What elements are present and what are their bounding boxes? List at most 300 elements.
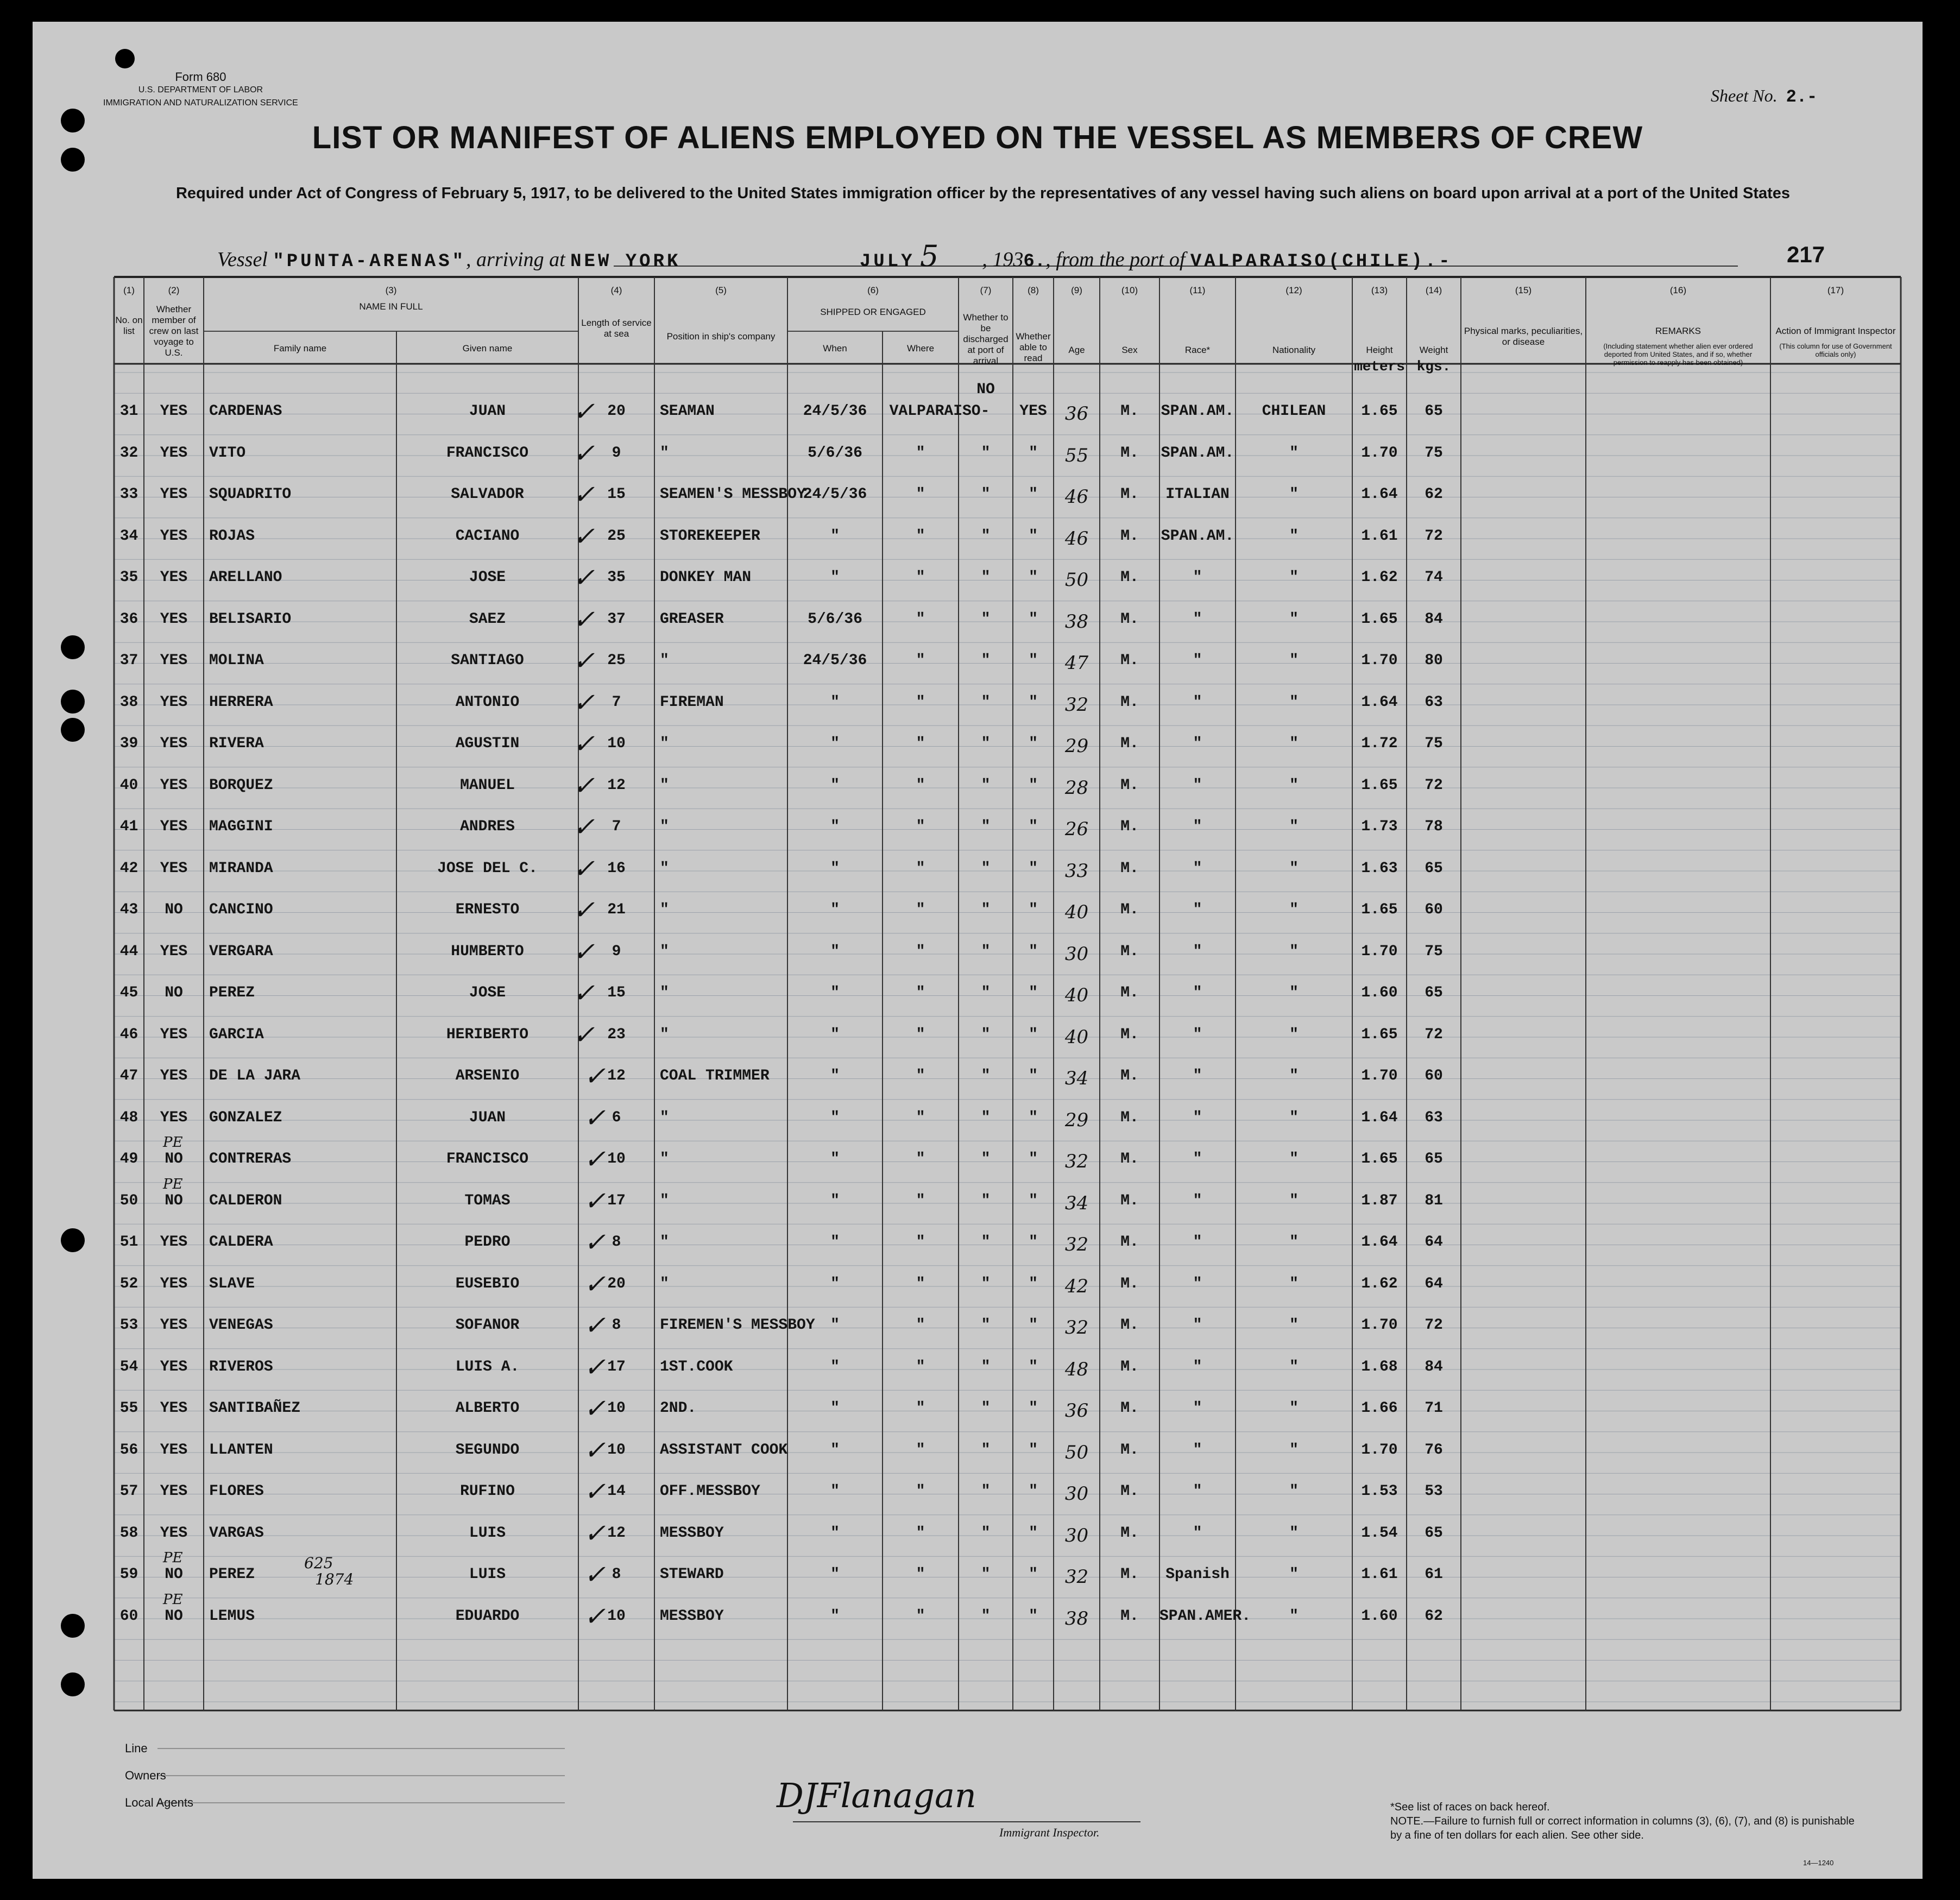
sheet-number-value: 2.- xyxy=(1786,87,1818,107)
cell-crew: YES xyxy=(160,403,188,420)
cell-where: " xyxy=(916,1400,925,1417)
cell-discharge: " xyxy=(981,1068,991,1084)
port-label: , from the port of xyxy=(1045,248,1186,271)
cell-family: GONZALEZ xyxy=(209,1109,282,1126)
page-title: LIST OR MANIFEST OF ALIENS EMPLOYED ON THE VESSEL AS MEMBERS OF CREW xyxy=(312,120,1643,155)
cell-given: SEGUNDO xyxy=(455,1441,520,1459)
cell-nationality: CHILEAN xyxy=(1262,403,1326,420)
cell-when: " xyxy=(830,860,840,877)
cell-no: 51 xyxy=(119,1234,138,1251)
cell-service: 9 xyxy=(612,444,621,462)
unit-label: meters xyxy=(1354,358,1405,375)
check-mark: ✓ xyxy=(584,1061,606,1091)
cell-weight: 72 xyxy=(1425,1026,1443,1043)
column-header-given-name: Given name xyxy=(462,343,513,354)
cell-crew: NO xyxy=(165,1566,183,1583)
cell-when: " xyxy=(830,818,840,835)
cell-height: 1.62 xyxy=(1361,569,1398,586)
check-mark: ✓ xyxy=(584,1352,606,1383)
cell-position: STEWARD xyxy=(660,1566,724,1583)
sheet-number-label: Sheet No. xyxy=(1711,86,1778,105)
cell-read: " xyxy=(1029,901,1038,918)
cell-position: " xyxy=(660,818,669,835)
cell-service: 16 xyxy=(607,860,626,877)
check-mark: ✓ xyxy=(573,479,595,510)
cell-family: GARCIA xyxy=(209,1026,264,1043)
cell-nationality: " xyxy=(1289,1607,1299,1625)
cell-given: EDUARDO xyxy=(455,1607,520,1625)
cell-discharge: " xyxy=(981,652,991,669)
cell-discharge: " xyxy=(981,1275,991,1292)
cell-discharge: " xyxy=(981,1607,991,1625)
cell-weight: 65 xyxy=(1425,403,1443,420)
cell-age: 32 xyxy=(1064,693,1089,716)
cell-weight: 65 xyxy=(1425,860,1443,877)
cell-given: ANDRES xyxy=(460,818,515,835)
sheet-number xyxy=(1711,86,1817,107)
cell-no: 60 xyxy=(119,1607,138,1625)
cell-no: 38 xyxy=(119,693,138,711)
cell-read: " xyxy=(1029,777,1038,794)
cell-age: 40 xyxy=(1064,1026,1089,1048)
cell-service: 20 xyxy=(607,403,626,420)
cell-family: VARGAS xyxy=(209,1524,264,1542)
cell-nationality: " xyxy=(1289,610,1299,628)
cell-weight: 60 xyxy=(1425,1068,1443,1084)
cell-nationality: " xyxy=(1289,1192,1299,1209)
cell-age: 34 xyxy=(1064,1192,1089,1214)
vessel-line xyxy=(217,239,1453,273)
cell-nationality: " xyxy=(1289,943,1299,960)
cell-age: 40 xyxy=(1064,984,1089,1006)
cell-height: 1.61 xyxy=(1361,1566,1398,1583)
check-mark: ✓ xyxy=(573,895,595,925)
column-number: (13) xyxy=(1371,285,1388,295)
cell-position: MESSBOY xyxy=(660,1607,724,1625)
cell-position: FIREMEN'S MESSBOY xyxy=(660,1317,815,1334)
column-header-nationality: Nationality xyxy=(1272,345,1316,355)
column-number: (11) xyxy=(1189,285,1206,295)
check-mark: ✓ xyxy=(573,729,595,759)
cell-when: " xyxy=(830,1441,840,1459)
cell-crew: YES xyxy=(160,1275,188,1292)
cell-weight: 72 xyxy=(1425,527,1443,545)
cell-discharge: " xyxy=(981,527,991,545)
cell-weight: 72 xyxy=(1425,1317,1443,1334)
cell-read: " xyxy=(1029,486,1038,503)
cell-given: HERIBERTO xyxy=(446,1026,529,1043)
cell-age: 47 xyxy=(1064,652,1089,674)
check-mark: ✓ xyxy=(584,1560,606,1590)
service-name: IMMIGRATION AND NATURALIZATION SERVICE xyxy=(103,98,298,108)
cell-nationality: " xyxy=(1289,652,1299,669)
cell-when: " xyxy=(830,901,840,918)
cell-service: 10 xyxy=(607,1441,626,1459)
cell-age: 32 xyxy=(1064,1566,1089,1588)
cell-when: " xyxy=(830,1317,840,1334)
cell-family: BORQUEZ xyxy=(209,777,273,794)
inspector-signature: DJFlanagan xyxy=(777,1776,976,1815)
cell-sex: M. xyxy=(1120,1317,1139,1334)
cell-service: 21 xyxy=(607,901,626,918)
cell-nationality: " xyxy=(1289,1026,1299,1043)
cell-age: 32 xyxy=(1064,1234,1089,1255)
cell-crew: YES xyxy=(160,818,188,835)
cell-crew: YES xyxy=(160,486,188,503)
cell-race: " xyxy=(1193,1441,1202,1459)
cell-when: " xyxy=(830,1109,840,1126)
cell-discharge: " xyxy=(981,1317,991,1334)
cell-height: 1.73 xyxy=(1361,818,1398,835)
cell-race: ITALIAN xyxy=(1165,486,1230,503)
cell-height: 1.72 xyxy=(1361,735,1398,752)
cell-height: 1.65 xyxy=(1361,1151,1398,1167)
cell-age: 30 xyxy=(1064,943,1089,965)
cell-discharge: " xyxy=(981,444,991,462)
cell-weight: 75 xyxy=(1425,444,1443,462)
cell-where: " xyxy=(916,818,925,835)
local-agents-label: Local Agents xyxy=(125,1796,193,1809)
cell-nationality: " xyxy=(1289,693,1299,711)
cell-given: PEDRO xyxy=(464,1234,511,1251)
arrival-month: JULY xyxy=(859,251,915,272)
column-header-service: Length of service at sea xyxy=(581,318,652,339)
cell-sex: M. xyxy=(1120,1068,1139,1084)
cell-crew: YES xyxy=(160,693,188,711)
cell-no: 57 xyxy=(119,1483,138,1500)
cell-service: 17 xyxy=(607,1192,626,1209)
cell-nationality: " xyxy=(1289,1400,1299,1417)
column-header-height: Height xyxy=(1366,345,1393,355)
cell-given: SALVADOR xyxy=(451,486,524,503)
cell-service: 20 xyxy=(607,1275,626,1292)
cell-given: SANTIAGO xyxy=(451,652,524,669)
cell-nationality: " xyxy=(1289,1275,1299,1292)
number-note-bottom: 1874 xyxy=(315,1570,354,1588)
inspector-note: (This column for use of Government officials only) xyxy=(1779,342,1892,358)
cell-where: " xyxy=(916,901,925,918)
cell-nationality: " xyxy=(1289,984,1299,1001)
cell-sex: M. xyxy=(1120,444,1139,462)
cell-discharge: NO xyxy=(976,381,995,398)
cell-height: 1.63 xyxy=(1361,860,1398,877)
cell-family: RIVEROS xyxy=(209,1358,273,1375)
cell-race: " xyxy=(1193,860,1202,877)
cell-read: " xyxy=(1029,569,1038,586)
cell-family: HERRERA xyxy=(209,693,273,711)
cell-service: 8 xyxy=(612,1234,621,1251)
cell-no: 55 xyxy=(119,1400,138,1417)
cell-given: RUFINO xyxy=(460,1483,515,1500)
cell-when: " xyxy=(830,1566,840,1583)
cell-crew: YES xyxy=(160,735,188,752)
cell-sex: M. xyxy=(1120,735,1139,752)
cell-when: 24/5/36 xyxy=(803,486,867,503)
owners-label: Owners xyxy=(125,1769,166,1782)
cell-family: CONTRERAS xyxy=(209,1151,292,1167)
cell-no: 56 xyxy=(119,1441,138,1459)
cell-sex: M. xyxy=(1120,610,1139,628)
cell-discharge: " xyxy=(981,818,991,835)
departure-port: VALPARAISO(CHILE).- xyxy=(1190,251,1453,272)
cell-sex: M. xyxy=(1120,1109,1139,1126)
arrival-port: NEW YORK xyxy=(570,251,681,272)
cell-where: " xyxy=(916,1192,925,1209)
cell-no: 53 xyxy=(119,1317,138,1334)
check-mark: ✓ xyxy=(573,604,595,635)
cell-when: " xyxy=(830,1483,840,1500)
cell-service: 8 xyxy=(612,1566,621,1583)
cell-age: 36 xyxy=(1064,403,1089,425)
cell-age: 38 xyxy=(1064,1607,1089,1630)
cell-age: 46 xyxy=(1064,527,1089,550)
cell-when: " xyxy=(830,1068,840,1084)
column-number: (7) xyxy=(980,285,992,295)
cell-race: SPAN.AM. xyxy=(1161,527,1234,545)
cell-race: " xyxy=(1193,1275,1202,1292)
cell-family: CALDERA xyxy=(209,1234,273,1251)
arriving-label: , arriving at xyxy=(466,248,565,271)
cell-where: " xyxy=(916,652,925,669)
cell-sex: M. xyxy=(1120,1234,1139,1251)
cell-weight: 71 xyxy=(1425,1400,1443,1417)
cell-family: DE LA JARA xyxy=(209,1068,301,1084)
cell-given: ALBERTO xyxy=(455,1400,520,1417)
cell-nationality: " xyxy=(1289,486,1299,503)
cell-when: " xyxy=(830,527,840,545)
cell-race: " xyxy=(1193,735,1202,752)
check-mark: ✓ xyxy=(584,1435,606,1466)
cell-height: 1.64 xyxy=(1361,693,1398,711)
cell-no: 36 xyxy=(119,610,138,628)
cell-no: 45 xyxy=(119,984,138,1001)
cell-height: 1.87 xyxy=(1361,1192,1398,1209)
cell-read: " xyxy=(1029,1275,1038,1292)
cell-position: SEAMEN'S MESSBOY xyxy=(660,486,806,503)
cell-height: 1.70 xyxy=(1361,943,1398,960)
cell-position: " xyxy=(660,984,669,1001)
cell-given: MANUEL xyxy=(460,777,515,794)
cell-weight: 65 xyxy=(1425,1524,1443,1542)
cell-read: " xyxy=(1029,943,1038,960)
cell-read: " xyxy=(1029,1192,1038,1209)
cell-read: " xyxy=(1029,1317,1038,1334)
cell-where: " xyxy=(916,1358,925,1375)
cell-read: " xyxy=(1029,984,1038,1001)
cell-age: 32 xyxy=(1064,1151,1089,1172)
cell-race: " xyxy=(1193,1400,1202,1417)
cell-discharge: " xyxy=(981,901,991,918)
cell-nationality: " xyxy=(1289,1483,1299,1500)
check-mark: ✓ xyxy=(584,1518,606,1549)
cell-read: " xyxy=(1029,1234,1038,1251)
cell-discharge: " xyxy=(981,486,991,503)
cell-crew: YES xyxy=(160,943,188,960)
column-header-name: NAME IN FULL xyxy=(359,301,423,312)
cell-service: 10 xyxy=(607,1607,626,1625)
check-mark: ✓ xyxy=(573,563,595,593)
cell-age: 33 xyxy=(1064,860,1089,882)
cell-service: 23 xyxy=(607,1026,626,1043)
cell-family: MIRANDA xyxy=(209,860,273,877)
cell-position: DONKEY MAN xyxy=(660,569,752,586)
cell-height: 1.65 xyxy=(1361,403,1398,420)
cell-sex: M. xyxy=(1120,1358,1139,1375)
cell-given: JOSE xyxy=(469,569,506,586)
cell-nationality: " xyxy=(1289,1151,1299,1167)
cell-height: 1.66 xyxy=(1361,1400,1398,1417)
cell-given: JOSE xyxy=(469,984,506,1001)
cell-read: " xyxy=(1029,1483,1038,1500)
cell-where: " xyxy=(916,1109,925,1126)
cell-sex: M. xyxy=(1120,1483,1139,1500)
cell-read: " xyxy=(1029,693,1038,711)
cell-position: " xyxy=(660,1234,669,1251)
cell-where: " xyxy=(916,1234,925,1251)
cell-race: " xyxy=(1193,1026,1202,1043)
cell-where: " xyxy=(916,860,925,877)
cell-sex: M. xyxy=(1120,777,1139,794)
cell-age: 50 xyxy=(1064,1441,1089,1463)
cell-crew: YES xyxy=(160,1524,188,1542)
cell-height: 1.54 xyxy=(1361,1524,1398,1542)
check-mark: ✓ xyxy=(573,936,595,967)
cell-sex: M. xyxy=(1120,652,1139,669)
column-header-where: Where xyxy=(906,343,935,354)
cell-discharge: " xyxy=(981,860,991,877)
cell-age: 28 xyxy=(1064,777,1089,799)
cell-position: FIREMAN xyxy=(660,693,724,711)
cell-height: 1.68 xyxy=(1361,1358,1398,1375)
cell-crew: YES xyxy=(160,1358,188,1375)
cell-weight: 75 xyxy=(1425,735,1443,752)
cell-height: 1.70 xyxy=(1361,652,1398,669)
cell-where: " xyxy=(916,1566,925,1583)
form-number: Form 680 xyxy=(175,70,226,84)
cell-where: " xyxy=(916,527,925,545)
cell-no: 42 xyxy=(119,860,138,877)
print-code: 14—1240 xyxy=(1803,1859,1834,1867)
cell-where: " xyxy=(916,1275,925,1292)
cell-position: " xyxy=(660,652,669,669)
cell-weight: 74 xyxy=(1425,569,1443,586)
pe-mark: PE xyxy=(163,1550,183,1566)
cell-race: " xyxy=(1193,1524,1202,1542)
cell-sex: M. xyxy=(1120,1607,1139,1625)
column-number: (2) xyxy=(168,285,180,295)
cell-weight: 63 xyxy=(1425,1109,1443,1126)
cell-no: 35 xyxy=(119,569,138,586)
cell-where: " xyxy=(916,735,925,752)
cell-height: 1.70 xyxy=(1361,1441,1398,1459)
cell-family: LEMUS xyxy=(209,1607,255,1625)
check-mark: ✓ xyxy=(573,812,595,842)
cell-discharge: " xyxy=(981,1192,991,1209)
cell-family: VERGARA xyxy=(209,943,273,960)
check-mark: ✓ xyxy=(573,521,595,552)
cell-family: CARDENAS xyxy=(209,403,282,420)
cell-race: Spanish xyxy=(1165,1566,1230,1583)
cell-nationality: " xyxy=(1289,860,1299,877)
column-header-family-name: Family name xyxy=(273,343,327,354)
cell-race: SPAN.AMER. xyxy=(1159,1607,1251,1625)
cell-family: LLANTEN xyxy=(209,1441,273,1459)
cell-given: LUIS A. xyxy=(455,1358,520,1375)
cell-where: " xyxy=(916,1026,925,1043)
cell-where: " xyxy=(916,444,925,462)
check-mark: ✓ xyxy=(584,1393,606,1424)
cell-position: " xyxy=(660,1151,669,1167)
cell-position: " xyxy=(660,1109,669,1126)
cell-when: " xyxy=(830,569,840,586)
cell-race: " xyxy=(1193,1358,1202,1375)
cell-when: " xyxy=(830,1192,840,1209)
vessel-label: Vessel xyxy=(217,248,268,271)
cell-given: FRANCISCO xyxy=(446,1151,529,1167)
cell-read: " xyxy=(1029,444,1038,462)
cell-weight: 65 xyxy=(1425,1151,1443,1167)
cell-where: " xyxy=(916,984,925,1001)
cell-height: 1.64 xyxy=(1361,1109,1398,1126)
cell-where: " xyxy=(916,1317,925,1334)
cell-sex: M. xyxy=(1120,1151,1139,1167)
column-header-remarks: REMARKS xyxy=(1655,326,1701,336)
cell-nationality: " xyxy=(1289,1068,1299,1084)
cell-service: 10 xyxy=(607,1400,626,1417)
cell-where: " xyxy=(916,1068,925,1084)
cell-service: 12 xyxy=(607,1068,626,1084)
number-note-top: 625 xyxy=(304,1554,333,1572)
cell-given: FRANCISCO xyxy=(446,444,529,462)
cell-sex: M. xyxy=(1120,1026,1139,1043)
cell-sex: M. xyxy=(1120,569,1139,586)
cell-crew: NO xyxy=(165,1192,183,1209)
cell-position: " xyxy=(660,735,669,752)
cell-nationality: " xyxy=(1289,1441,1299,1459)
column-number: (1) xyxy=(123,285,135,295)
cell-service: 25 xyxy=(607,652,626,669)
cell-race: SPAN.AM. xyxy=(1161,403,1234,420)
cell-discharge: " xyxy=(981,1441,991,1459)
cell-service: 10 xyxy=(607,1151,626,1167)
check-mark: ✓ xyxy=(573,1019,595,1050)
cell-nationality: " xyxy=(1289,1234,1299,1251)
cell-where: VALPARAISO- xyxy=(889,403,990,420)
cell-no: 46 xyxy=(119,1026,138,1043)
line-label: Line xyxy=(125,1741,148,1755)
cell-when: " xyxy=(830,1358,840,1375)
column-header-inspector: Action of Immigrant Inspector xyxy=(1775,326,1896,336)
cell-family: VENEGAS xyxy=(209,1317,273,1334)
cell-given: SOFANOR xyxy=(455,1317,520,1334)
cell-family: BELISARIO xyxy=(209,610,292,628)
cell-crew: YES xyxy=(160,1234,188,1251)
cell-when: " xyxy=(830,777,840,794)
cell-no: 44 xyxy=(119,943,138,960)
cell-family: PEREZ xyxy=(209,984,255,1001)
cell-sex: M. xyxy=(1120,943,1139,960)
cell-race: " xyxy=(1193,1317,1202,1334)
cell-crew: YES xyxy=(160,1400,188,1417)
cell-read: " xyxy=(1029,1441,1038,1459)
cell-nationality: " xyxy=(1289,1524,1299,1542)
cell-age: 46 xyxy=(1064,486,1089,508)
cell-read: " xyxy=(1029,527,1038,545)
column-number: (3) xyxy=(385,285,397,295)
cell-given: ANTONIO xyxy=(455,693,520,711)
cell-family: MAGGINI xyxy=(209,818,273,835)
cell-nationality: " xyxy=(1289,735,1299,752)
